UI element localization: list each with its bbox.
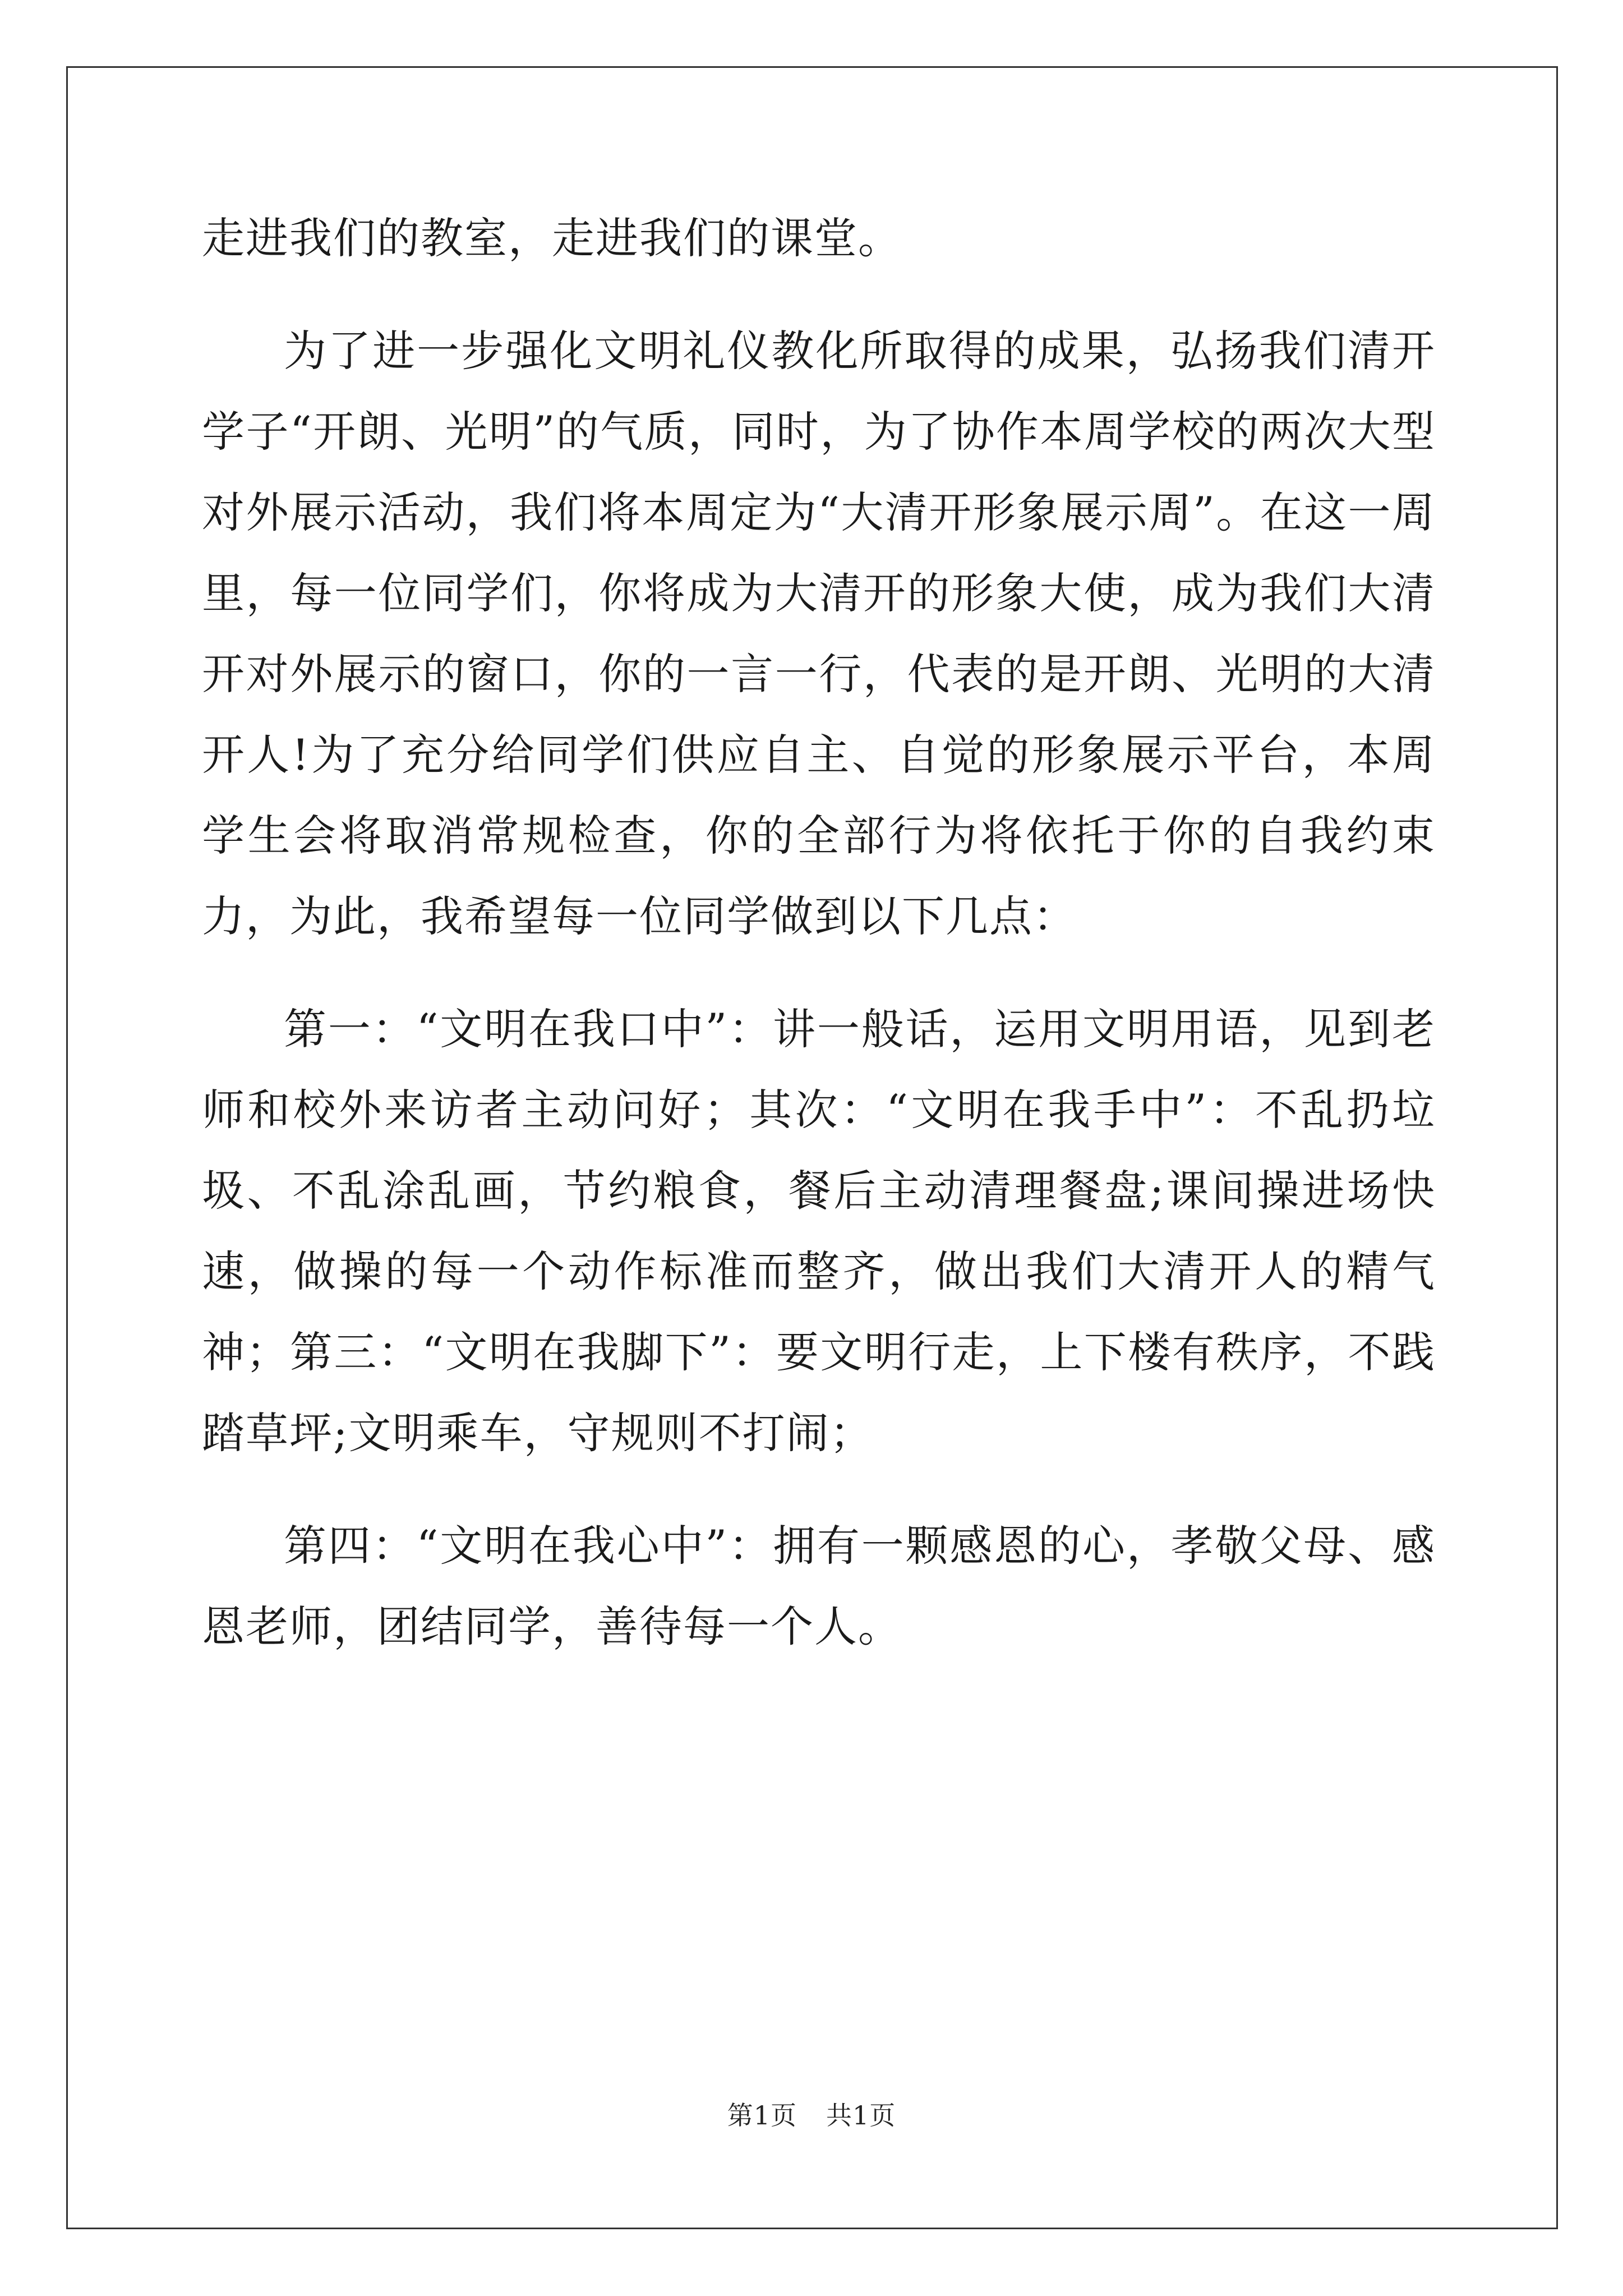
paragraph-1: 走进我们的教室，走进我们的课堂。 — [202, 213, 902, 263]
paragraph-2: 为了进一步强化文明礼仪教化所取得的成果，弘扬我们清开学子“开朗、光明”的气质，同时，为了协作本周学校的两次大型对外展示活动，我们将本周定为“大清开形象展示周”。在这一周里，每一位同学们，你将成为大清开的形象大使，成为我们大清开对外展示的窗口，你的一言一行，代表的是开朗、光明的大清开人!为了充分给同学们供应自主、自觉的形象展示平台，本周学生会将取消常规检查，你的全部行为将依托于你的自我约束力，为此，我希望每一位同学做到以下几点： — [202, 326, 1436, 941]
paragraph-3: 第一：“文明在我口中”：讲一般话，运用文明用语，见到老师和校外来访者主动问好；其次：“文明在我手中”：不乱扔垃圾、不乱涂乱画，节约粮食，餐后主动清理餐盘;课间操进场快速，做操的每一个动作标准而整齐，做出我们大清开人的精气神；第三：“文明在我脚下”：要文明行走，上下楼有秩序，不践踏草坪;文明乘车，守规则不打闹； — [202, 1004, 1436, 1458]
page-footer — [0, 2095, 1623, 2132]
page-number-total: 共1页 — [826, 2100, 896, 2131]
document-body — [202, 198, 1436, 1667]
page-number-current: 第1页 — [727, 2100, 797, 2131]
paragraph-4: 第四：“文明在我心中”：拥有一颗感恩的心，孝敬父母、感恩老师，团结同学，善待每一个人。 — [202, 1521, 1436, 1651]
